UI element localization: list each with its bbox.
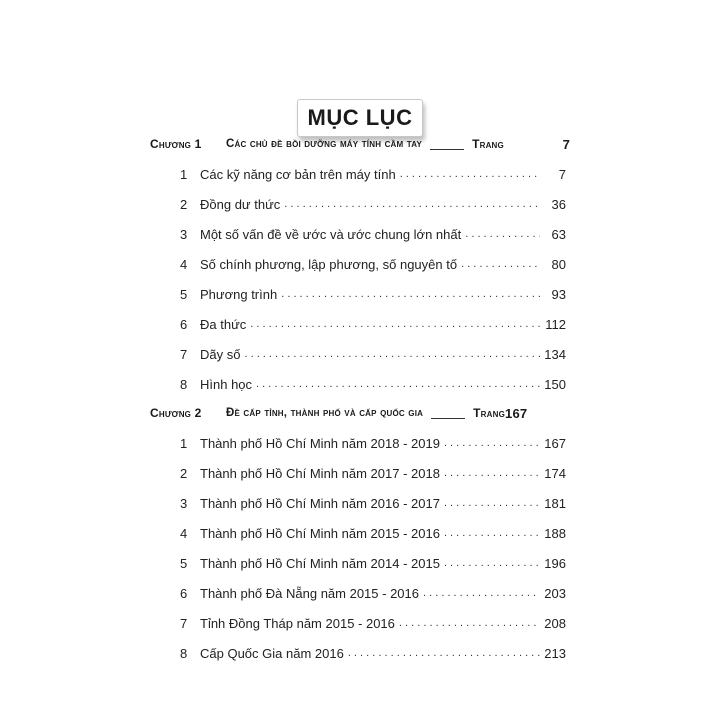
entry-title: Các kỹ năng cơ bản trên máy tính	[200, 166, 396, 182]
chapter-page: 7	[562, 136, 570, 152]
toc-entry	[180, 493, 566, 513]
toc-entry	[180, 433, 566, 453]
dot-leader	[256, 378, 540, 390]
chapter-label: Chương 1	[150, 137, 202, 151]
entry-number: 4	[180, 525, 188, 541]
dot-leader	[250, 318, 540, 330]
toc-entry	[180, 344, 566, 364]
entry-page: 208	[544, 615, 566, 631]
entry-number: 6	[180, 316, 188, 332]
leader-line	[430, 139, 464, 150]
dot-leader	[399, 617, 540, 629]
dot-leader	[400, 168, 540, 180]
page-label: Trang	[472, 137, 504, 151]
dot-leader	[444, 467, 540, 479]
entry-number: 8	[180, 376, 188, 392]
toc-entry	[180, 314, 566, 334]
toc-entry	[180, 643, 566, 663]
toc-entry	[180, 553, 566, 573]
entry-number: 1	[180, 435, 188, 451]
entry-number: 7	[180, 615, 188, 631]
dot-leader	[281, 288, 540, 300]
entry-number: 1	[180, 166, 188, 182]
entry-page: 203	[544, 585, 566, 601]
entry-page: 36	[551, 196, 566, 212]
entry-page: 213	[544, 645, 566, 661]
entry-number: 3	[180, 226, 188, 242]
dot-leader	[444, 437, 540, 449]
dot-leader	[284, 198, 540, 210]
leader-line	[431, 408, 465, 419]
chapter-title: Đề cấp tỉnh, thành phố và cấp quốc gia	[226, 407, 424, 419]
entry-page: 63	[551, 226, 566, 242]
entry-title: Tỉnh Đồng Tháp năm 2015 - 2016	[200, 615, 395, 631]
entry-page: 93	[551, 286, 566, 302]
entry-title: Hình học	[200, 376, 253, 392]
entry-title: Đồng dư thức	[200, 196, 281, 212]
entry-page: 188	[544, 525, 566, 541]
entry-page: 167	[544, 435, 566, 451]
entry-page: 174	[544, 465, 566, 481]
entry-number: 7	[180, 346, 188, 362]
entry-title: Thành phố Hồ Chí Minh năm 2017 - 2018	[200, 465, 440, 481]
chapter-title: Các chủ đề bồi dưỡng máy tính cầm tay	[226, 138, 423, 150]
chapter-heading	[150, 134, 570, 154]
entry-title: Đa thức	[200, 316, 247, 332]
page-label: Trang	[473, 406, 506, 420]
dot-leader	[348, 647, 540, 659]
dot-leader	[244, 348, 540, 360]
chapter-label: Chương 2	[150, 406, 202, 420]
entry-page: 196	[544, 555, 566, 571]
entry-page: 80	[551, 256, 566, 272]
entry-number: 2	[180, 465, 188, 481]
entry-title: Số chính phương, lập phương, số nguyên tố	[200, 256, 458, 272]
entry-title: Cấp Quốc Gia năm 2016	[200, 645, 344, 661]
chapter-page: 167	[505, 405, 528, 421]
entry-title: Thành phố Hồ Chí Minh năm 2015 - 2016	[200, 525, 440, 541]
entry-title: Một số vấn đề về ước và ước chung lớn nhất	[200, 226, 462, 242]
toc-entry	[180, 254, 566, 274]
toc-entry	[180, 463, 566, 483]
dot-leader	[444, 557, 540, 569]
toc-entry	[180, 583, 566, 603]
entry-page: 7	[558, 166, 566, 182]
entry-page: 150	[544, 376, 566, 392]
entry-title: Thành phố Hồ Chí Minh năm 2016 - 2017	[200, 495, 440, 511]
toc-entry	[180, 284, 566, 304]
entry-number: 6	[180, 585, 188, 601]
entry-page: 112	[545, 316, 566, 332]
entry-number: 8	[180, 645, 188, 661]
dot-leader	[444, 497, 540, 509]
entry-number: 2	[180, 196, 188, 212]
entry-number: 5	[180, 555, 188, 571]
entry-page: 134	[544, 346, 566, 362]
toc-entry	[180, 194, 566, 214]
toc-entry	[180, 374, 566, 394]
entry-number: 3	[180, 495, 188, 511]
entry-title: Phương trình	[200, 286, 278, 302]
chapter-heading	[150, 403, 570, 423]
toc-entry	[180, 164, 566, 184]
entry-title: Thành phố Hồ Chí Minh năm 2014 - 2015	[200, 555, 440, 571]
dot-leader	[465, 228, 540, 240]
toc-entry	[180, 523, 566, 543]
entry-title: Thành phố Đà Nẵng năm 2015 - 2016	[200, 585, 419, 601]
entry-page: 181	[544, 495, 566, 511]
toc-entry	[180, 613, 566, 633]
entry-title: Dãy số	[200, 346, 241, 362]
toc-entry	[180, 224, 566, 244]
entry-number: 5	[180, 286, 188, 302]
dot-leader	[461, 258, 540, 270]
page-title: MỤC LỤC	[297, 99, 423, 137]
entry-title: Thành phố Hồ Chí Minh năm 2018 - 2019	[200, 435, 440, 451]
dot-leader	[423, 587, 540, 599]
dot-leader	[444, 527, 540, 539]
entry-number: 4	[180, 256, 188, 272]
